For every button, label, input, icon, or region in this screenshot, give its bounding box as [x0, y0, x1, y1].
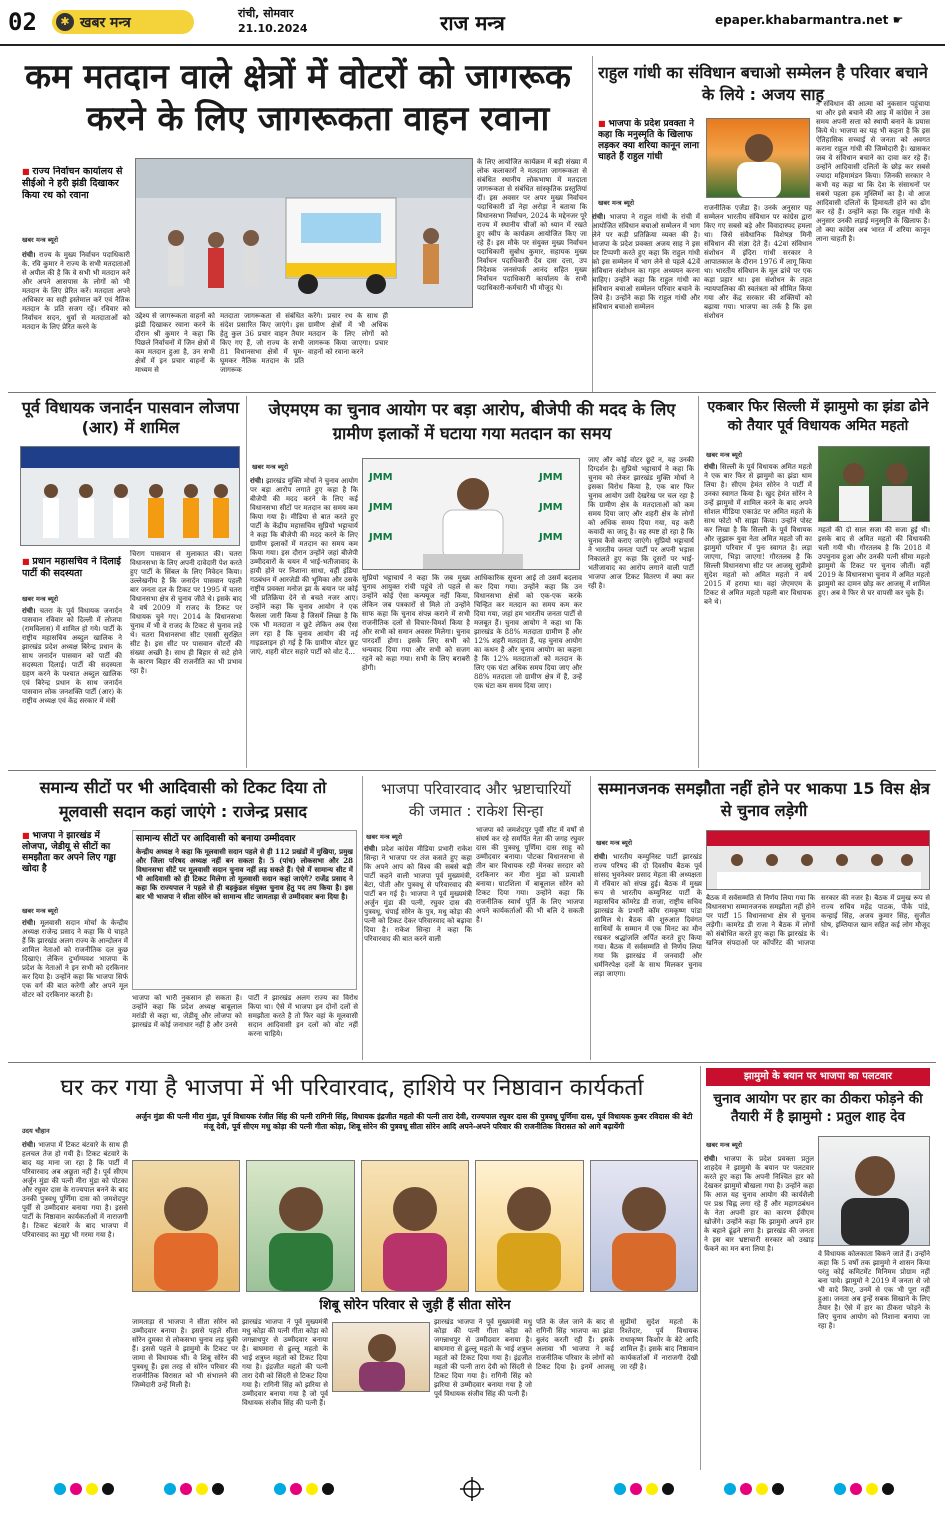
story1-text-col5: के लिए आयोजित कार्यक्रम में बड़ी संख्या में लोक कलाकारों ने मतदाता जागरूकता से संबंधित स्थानीय लोकभाषा में मतदाता जागरूकता से संबंधित सांस्कृतिक प्रस्तुतियां दीं। इस अवसर पर अपर मुख्य निर्वाचन पदाधिकारी डॉ नेहा अरोड़ा ने बताया कि विधानसभा निर्वाचन, 2024 के मद्देनजर पूरे राज्य में स्थानीय चीजों को ध्यान में रखते हुए स्वीप के कार्यक्रम आयोजित किए जा रहे हैं। इस मौके पर संयुक्त मुख्य निर्वाचन पदाधिकारी सुबोध कुमार, सहायक मुख्य निर्वाचन पदाधिकारी देव दास दत्ता, उप निदेशक जनसंपर्क आनंद सहित मुख्य निर्वाचन पदाधिकारी कार्यालय के सभी पदाधिकारी-कर्मचारी भी मौजूद थे।	[477, 158, 587, 292]
story6-headline: समान्य सीटों पर भी आदिवासी को टिकट दिया तो मूलवासी सदान कहां जाएंगे : राजेन्द्र प्रसाद	[39, 778, 327, 821]
story1-text-col3: मतदाता जागरूकता से संबंधित संदेश प्रसारित किए जाएंगे। इस हेतु कुल 36 प्रचार वाहन तैयार किए गए हैं, जो राज्य के सभी 81 विधानसभा क्षेत्रों में घूम-घूमकर नैतिक मतदान के प्रति जागरूक	[220, 312, 304, 374]
section-title: राज मन्त्र	[440, 11, 505, 35]
story10-pratul-shahdeo-photo	[818, 1136, 930, 1246]
story6-text-col1: रांची। मूलवासी सदान मोर्चा के केन्द्रीय अध्यक्ष राजेन्द्र प्रसाद ने कहा कि ये चाहते हैं कि झारखंड अलग राज्य के आन्दोलन में शामिल नेताओं को राजनीतिक दल कुछ दिखाएं। लेकिन दुर्भाग्यवश भाजपा के प्रदेश के नेताओं ने इन सभी को दरकिनार कर दिया है। उन्होंने कहा कि भाजपा सिर्फ एक वर्ग की बात करेगी और अपने मूल वोटर को दरकिनार करती है।	[22, 918, 128, 999]
column-divider	[362, 776, 363, 1060]
story5-text-col1: रांची। सिल्ली के पूर्व विधायक अमित महतो ने एक बार फिर से झामुमो का झंडा थाम लिया है। सीएम हेमंत सोरेन ने पार्टी में उनका स्वागत किया है। खुद हेमंत सोरेन ने उन्हें झामुमो में शामिल करने के बाद अपने सोशल मीडिया एकाउंट पर अमित महतो के साथ फोटो भी साझा किया। उन्होंने पोस्ट कर लिखा है कि सिल्ली के पूर्व विधायक और जुझारू युवा नेता अमित महतो जी का झामुमो परिवार में पुनः स्वागत है। लड़ा जाएगा, भिड़ा जाएगा! गौरतलब है कि सिल्ली विधानसभा सीट पर आजसू सुप्रीमो सुदेश महतो को अमित महतो ने वर्ष 2015 में हराया था। वहां जेएमएम के टिकट से अमित महतो पहली बार विधायक बने थे।	[704, 462, 812, 606]
color-registration-bar	[0, 1474, 945, 1504]
svg-text:JMM: JMM	[369, 472, 393, 483]
pointer-hand-icon: ☛	[892, 13, 904, 27]
column-divider	[590, 776, 591, 1060]
story1-byline: खबर मन्त्र ब्यूरो	[22, 236, 59, 244]
story9-sita-soren-photo	[332, 1322, 430, 1392]
section-divider	[8, 1062, 936, 1063]
svg-text:JMM: JMM	[369, 502, 393, 513]
section-divider	[8, 770, 936, 771]
story5-headline: एकबार फिर सिल्ली में झामुमो का झंडा ढोने को तैयार पूर्व विधायक अमित महतो	[707, 399, 929, 434]
brand-logo	[52, 10, 194, 34]
masthead-city-day: रांची, सोमवार	[238, 7, 294, 20]
story1-text-col1: रांची। राज्य के मुख्य निर्वाचन पदाधिकारी के. रवि कुमार ने राज्य के सभी मतदाताओं से अपील की है कि वे सभी भी मतदान करें और अपने आसपास के लोगों को भी मतदान के लिए प्रेरित करें। मतदाता अपने अधिकार का सही इस्तेमाल करें एवं नैतिक मतदान के प्रति सजग रहें। रविवार को निर्वाचन सदन, धुर्वा से मतदाताओं को मतदान के लिए प्रेरित करने के	[22, 250, 130, 331]
story3-byline: खबर मन्त्र ब्यूरो	[22, 595, 59, 603]
story2-byline: खबर मन्त्र ब्यूरो	[598, 199, 635, 207]
story9-text-col1: रांची। भाजपा में टिकट बंटवारे के साथ ही हलचल तेज हो गयी है। टिकट बंटवारे के बाद यह माना जा रहा है कि पार्टी में परिवारवाद अब अछूता नहीं है। पूर्व सीएम अर्जुन मुंडा की पत्नी मीरा मुंडा को पोटका और रघुवर दास के राज्यपाल बनने के बाद उनकी पुत्रवधू पूर्णिमा दास को जमशेदपुर पूर्वी से उम्मीदवार बनाया गया है। इससे पार्टी के निष्ठावान कार्यकर्ताओं में नाराजगी है। टिकट बंटवारे के बाद भाजपा में परिवारवाद का मुद्दा भी गरमा गया है।	[22, 1140, 128, 1239]
portrait-photo	[132, 1160, 240, 1292]
story9-text-col4: पति के जेल जाने के बाद से रागिनी सिंह भाजपा का झंडा बुलंद करती रही हैं। इसके अलावा भी भाजपा ने कई राजनीतिक परिवार के लोगों को टिकट दिया है। इनमें आजसू सुप्रीमो सुदेश महतो के रिश्तेदार, पूर्व विधायक राधाकृष्ण किशोर के बेटे आदि शामिल हैं। इसके बाद निष्ठावान कार्यकर्ताओं में नाराजगी देखी जा रही है।	[536, 1318, 698, 1371]
masthead-date: 21.10.2024	[238, 22, 308, 35]
story3-text-col1: रांची। चतरा के पूर्व विधायक जनार्दन पासवान रविवार को दिल्ली में लोजपा (रामविलास) में शामिल हो गये। पार्टी के राष्ट्रीय महासचिव अब्दुल खालिक ने झारखंड प्रदेश अध्यक्ष बिरेन्द्र प्रधान के साथ जनार्दन पासवान को पार्टी की सदस्यता दिलाई। पार्टी की सदस्यता ग्रहण करने के पश्चात अब्दुल खालिक एवं बिरेन्द्र प्रधान के साथ जनार्दन पासवान लोक जनशक्ति पार्टी (आर) के राष्ट्रीय अध्यक्ष एवं केंद्र सरकार में मंत्री	[22, 606, 122, 705]
portrait-illustration	[819, 446, 929, 522]
story4-text-col4: जाए और कोई वोटर छूटे न, यह उनकी दिग्दर्शन है। सुप्रियो भट्टाचार्य ने कहा कि चुनाव को लेकर झारखंड मुक्ति मोर्चा ने इसका विरोध किया है, एक बार फिर चुनाव आयोग उसी देखरेख पर चल रहा है कि ग्रामीण क्षेत्र के मतदाताओं को कम समय दिया जाए और शहरी क्षेत्र के लोगों को अधिक समय दिया गया, यह करी कवादी का जादू है। वह स्पष्ट हो रहा है कि चुनाव कैसे कराए जाएंगे। सुप्रियो भट्टाचार्य ने भारतीय जनता पार्टी पर अपनी भड़ास निकालते हुए कहा कि दूसरों पर भाई-भतीजावाद का आरोप लगाने वाली पार्टी भाजपा आज टिकट वितरण में क्या कर रही है।	[588, 456, 694, 590]
story9-text-col2: जामताड़ा से भाजपा ने सीता सोरेन को उम्मीदवार बनाया है। इससे पहले सीता सोरेन दुमका से लोकसभा चुनाव लड़ चुकी हैं। इससे पहले वे झामुमो के टिकट पर जामा से विधायक थीं। वे शिबू सोरेन की पुत्रवधू हैं। इस तरह से सोरेन परिवार की राजनीतिक विरासत को भी संभालने की जिम्मेदारी उन्हें मिली है।	[132, 1318, 238, 1389]
story6-inset-title: सामान्य सीटों पर आदिवासी को बनाया उम्मीदवार	[136, 834, 296, 844]
story5-amit-mahto-photo	[818, 446, 930, 522]
story1-awareness-vehicle-photo	[135, 158, 473, 308]
story6-text-col3: पार्टी ने झारखंड अलग राज्य का विरोध किया था। ऐसे में भाजपा इन दोनों दलों से समझौता करते है तो फिर वहां के मूलवासी सदान आदिवासी इन दलों को वोट नहीं करना चाहिये।	[248, 994, 358, 1038]
vehicle-photo-illustration	[136, 158, 472, 308]
svg-text:JMM: JMM	[539, 472, 563, 483]
story8-cpi-meeting-photo	[706, 830, 930, 890]
story2-headline: राहुल गांधी का संविधान बचाओ सम्मेलन है परिवार बचाने के लिये : अजय साह	[598, 63, 928, 104]
portrait-photo	[590, 1160, 698, 1292]
column-divider	[246, 396, 247, 768]
story9-photo-caption: अर्जुन मुंडा की पत्नी मीरा मुंडा, पूर्व विधायक रंजीत सिंह की पत्नी रागिनी सिंह, विधायक इंद्रजीत महतो की पत्नी तारा देवी, राज्यपाल रघुवर दास की पुत्रवधू पूर्णिमा दास, पूर्व विधायक कुबर रविदास की बेटी मंजू देवी, पूर्व सीएम मधु कोड़ा की पत्नी गीता कोड़ा, शिबू सोरेन की पुत्रवधू सीता सोरेन आदि अपने-अपने परिवार की राजनीतिक विरासत को आगे बढ़ायेंगी	[135, 1112, 693, 1131]
portrait-photo	[246, 1160, 354, 1292]
story5-byline: खबर मन्त्र ब्यूरो	[706, 451, 743, 459]
meeting-illustration	[707, 830, 929, 890]
story6-inset-text: केन्द्रीय अध्यक्ष ने कहा कि मूलवासी सदान पहले से ही 112 प्रखंडों में मुखिया, प्रमुख और जिला परिषद अध्यक्ष नहीं बन सकता है। 5 (पांच) लोकसभा और 28 विधानसभा सीटें पर मूलवासी सदान चुनाव नहीं लड़ सकते हैं। ऐसे में सामान्य सीट में भी आदिवासी को ही टिकट मिलेगा तो मूलवासी सदान कहां जाएंगे? राजेंद्र प्रसाद ने कहा कि राज्यपाल ने पहले से ही बड़कुंडल संयुक्त चुनाव हेतु पद तय किया है। इस बार भी भाजपा ने सीता सोरेन को सामान्य सीट जामताड़ा से उम्मीदवार बना दिया है।	[136, 847, 353, 901]
story5-text-col2: महतो की दो साल सजा की सजा हुई थी। इसके बाद से अमित महतो की विधायकी चली गयी थी। गौरतलब है कि 2018 में उपचुनाव हुआ और उनकी पत्नी सीमा महतो झामुमो के टिकट पर चुनाव जीतीं। वहीं 2019 के विधानसभा चुनाव में अमित महतो झामुमो का दामन छोड़ कर आजसू में शामिल हुए। अब वे फिर से घर वापसी कर चुके हैं।	[818, 526, 930, 597]
press-conference-illustration	[363, 458, 579, 570]
story10-text-col2: वे विधायक कोलकाता बिकने जाते हैं। उन्होंने कहा कि 5 वर्षों तक झामुमो ने शासन किया परंतु कोई कमिटमेंट मिनिमम प्रोग्राम नहीं बना पाये। झामुमो ने 2019 में जनता से जो भी वादे किए, उनमें से एक भी पूरा नहीं हुआ। जनता अब इन्हें सबक सिखाने के लिए तैयार है। ऐसे में हार का ठीकरा फोड़ने के लिए चुनाव आयोग को निशाना बनाया जा रहा है।	[818, 1250, 930, 1330]
story4-jmm-press-photo	[362, 458, 580, 570]
story7-headline: भाजपा परिवारवाद और भ्रष्टाचारियों की जमात : राकेश सिन्हा	[380, 780, 572, 820]
story9-byline: उदय चौहान	[22, 1127, 50, 1135]
section-divider	[8, 392, 936, 393]
story7-byline: खबर मन्त्र ब्यूरो	[366, 833, 403, 841]
story10-text-col1: रांची। भाजपा के प्रदेश प्रवक्ता प्रतुल शाहदेव ने झामुमो के बयान पर पलटवार करते हुए कहा कि अपनी निश्चित हार को देखकर झामुमो बौखला गया है। उन्होंने कहा कि आज यह चुनाव आयोग की कार्यशैली पर प्रश्न चिह्न लगा रहे हैं और महागठबंधन के नेता अपनी हार का कारण ईवीएम खोजेंगे। उन्होंने कहा कि झामुमो अपने हार के बहाने ढूंढ़ने लगा है। झारखंड की जनता ने इस बार भ्रष्टाचारी सरकार को उखाड़ फेंकने का मन बना लिया है।	[704, 1154, 814, 1253]
story1-subheadline: ■ राज्य निर्वाचन कार्यालय से सीईओ ने हरी झंडी दिखाकर किया रथ को रवाना	[22, 166, 130, 228]
portrait-photo	[361, 1160, 469, 1292]
story9-subhead: शिबू सोरेन परिवार से जुड़ी हैं सीता सोरेन	[319, 1298, 511, 1313]
story7-text-col2: भाजपा को जमशेदपुर पूर्वी सीट में वर्षों से संघर्ष कर रहे समर्पित नेता की जगह रघुवर दास की पुत्रवधू पूर्णिमा दास साहू को उम्मीदवार बनाया। पोटका विधानसभा से तीन बार विधायक रही मेनका सरदार को दरकिनार कर मीरा मुंडा को प्रत्याशी बनाया। घाटशिला में बाबूलाल सोरेन को टिकट दिया गया। उन्होंने कहा कि राजनीतिक स्वार्थ पूर्ति के लिए भाजपा अपने कार्यकर्ताओं की भी बलि दे सकती है।	[476, 826, 584, 924]
story4-text-col2: सुप्रियो भट्टाचार्य ने कहा कि जब मुख्य चुनाव आयुक्त रांची पहुंचे तो पहले से उन्होंने कोई ऐसा कन्फ्यूज नहीं किया, लेकिन जब पत्रकारों से मिले तो उन्होंने साफ कहा कि चुनाव संपन्न कराने में सभी राजनीतिक दलों से विचार-विमर्श किया है और सभी को समान अवसर मिलेगा। चुनाव पारदर्शी होगा। इसके लिए सभी को धन्यवाद दिया गया और सभी को सजग रहने को कहा गया। सभी के लिए बराबरी होगी।	[362, 574, 470, 672]
story6-inset-box	[132, 830, 357, 990]
portrait-photo	[475, 1160, 583, 1292]
story6-text-col2: भाजपा को भारी नुकसान हो सकता है। उन्होंने कहा कि प्रदेश अध्यक्ष बाबूलाल मरांडी से कहा था, जेडीयू और लोजपा को झारखंड में कोई जनाधार नहीं है और उनसे	[132, 994, 242, 1029]
story4-text-col3: आधिकारिक सूचना आई तो उसमें बदलाव कर दिया गया। उन्होंने कहा कि उन विधानसभा क्षेत्रों को एक-एक करके चिन्हित कर मतदान का समय कम कर दिया गया, जहां हम भारतीय जनता पार्टी से मजबूत हैं। चुनाव आयोग ने कहा था कि झारखंड के 88% मतदाता ग्रामीण हैं और 12% शहरी मतदाता हैं, यह चुनाव आयोग का कथन है और चुनाव आयोग का कहना है कि 12% मतदाताओं को मतदान के लिए एक घंटा अधिक समय दिया जाए और 88% मतदाता जो ग्रामीण क्षेत्र में हैं, उन्हें एक घंटा कम समय दिया जाए।	[474, 574, 582, 690]
story1-text-col2: उद्देश्य से जागरूकता वाहनों को झंडी दिखाकर रवाना करने के दौरान श्री कुमार ने कहा कि पिछले निर्वाचनों में जिन क्षेत्रों में कम मतदान हुआ है, उन सभी क्षेत्रों में इन प्रचार वाहनों के माध्यम से	[135, 312, 215, 374]
svg-text:JMM: JMM	[539, 532, 563, 543]
story7-text-col1: रांची। प्रदेश कांग्रेस मीडिया प्रभारी राकेश सिन्हा ने भाजपा पर तंज कसते हुए कहा कि अपने आप को विश्व की सबसे बड़ी पार्टी कहने वाली भाजपा पूर्व मुख्यमंत्री, बेटा, पोती और पुत्रवधू से परिवारवाद की पार्टी बन गई है। भाजपा ने पूर्व मुख्यमंत्री अर्जुन मुंडा की पत्नी, रघुवर दास की पुत्रवधू, चंपाई सोरेन के पुत्र, मधु कोड़ा की पत्नी को टिकट देकर परिवारवाद को बढ़ावा दिया है। राकेश सिन्हा ने कहा कि परिवारवाद की बात करने वाली	[364, 844, 472, 943]
story8-text-col2: बैठक में सर्वसम्मति से निर्णय लिया गया कि विधानसभा सम्मानजनक समझौता नहीं होने पर पार्टी 15 विधानसभा क्षेत्र से चुनाव लड़ेगी। कामरेड डी राजा ने बैठक में लोगों को संबोधित करते हुए कहा कि झारखंड के खनिज संपदाओं पर कॉर्पोरेट की भाजपा सरकार की नजर है। बैठक में प्रमुख रूप से राज्य सचिव महेंद्र पाठक, पीके पांडे, कन्हाई सिंह, अजय कुमार सिंह, सुजीत घोष, इम्तियाज खान सहित कई लोग मौजूद थे।	[706, 894, 930, 947]
svg-text:JMM: JMM	[539, 502, 563, 513]
story2-text-col2: राजनीतिक एजेंडा है। उनके अनुसार यह सम्मेलन भारतीय संविधान पर कांग्रेस द्वारा किए गए सबसे बड़े और विवादास्पद हमला था। जिसे संवैधानिक विशेषज्ञ मिनी संविधान की संज्ञा देते हैं। 42वां संविधान संशोधन में इंदिरा गांधी सरकार ने आपातकाल के दौरान 1976 में लागू किया था। भारतीय संविधान के मूल ढांचे पर एक कड़ा प्रहार था। इस संशोधन के तहत न्यायपालिका की स्वतंत्रता को सीमित किया गया और केंद्र सरकार की शक्तियों को बढ़ाया गया। भाजपा का तर्क है कि इस संशोधन	[704, 204, 812, 320]
story2-text-col3: ने संविधान की आत्मा को नुकसान पहुंचाया था और इसे बचाने की आड़ में कांग्रेस ने उस समय अपनी सत्ता को स्थायी बनाने के प्रयास किये थे। भाजपा का यह भी कहना है कि इस ऐतिहासिक सच्चाई से जनता को अवगत कराना राहुल गांधी की जिम्मेदारी है। खासकर जब वे संविधान बचाने का दावा कर रहे हैं। उन्होंने आदिवासी दलितों के छोड़ कर सबसे ज्यादा महिमामंडन किया। जिनकी सरकार ने कभी यह कहा था कि देश के संसाधनों पर सबसे पहला हक मुस्लिमों का है। वो आज आदिवासी दलितों के हिमायती होने का ढोंग कर रहे हैं। उन्होंने कहा कि राहुल गांधी के अनुसार उनकी लड़ाई मनुस्मृति के खिलाफ है। तो क्या कांग्रेस अब भारत में शरिया कानून लाना चाहती है।	[816, 100, 930, 243]
masthead	[0, 0, 945, 46]
group-photo-illustration	[21, 446, 239, 546]
column-divider	[700, 1066, 701, 1470]
portrait-illustration	[707, 118, 809, 198]
story1-text-col4: करेंगे। प्रचार रथ के साथ ही ग्रामीण क्षेत्रों में भी अधिक मतदान के लिए लोगों को जागरूक किया जाएगा। प्रचार वाहनों को रवाना करने	[308, 312, 388, 356]
story6-byline: खबर मन्त्र ब्यूरो	[22, 907, 59, 915]
story8-byline: खबर मन्त्र ब्यूरो	[596, 839, 633, 847]
story8-headline: सम्मानजनक समझौता नहीं होने पर भाकपा 15 विस क्षेत्र से चुनाव लड़ेगी	[598, 779, 930, 820]
khabar-mantra-logo-icon: ✱	[56, 13, 74, 31]
story3-text-col2: चिराग पासवान से मुलाकात की। चतरा विधानसभा के लिए अपनी दावेदारी पेश करते हुए पार्टी के सिंबल के लिए निवेदन किया। उल्लेखनीय है कि जनार्दन पासवान पहली बार जनता दल के टिकट पर 1995 में चतरा विधानसभा क्षेत्र से चुनाव जीते थे। इसके बाद वे वर्ष 2009 में राजद के टिकट पर विधायक चुने गए। 2014 के विधानसभा चुनाव में भी वे राजद के टिकट से चुनाव लड़े थे। चतरा विधानसभा सीट एससी सुरक्षित सीट है। इस सीट पर पासवान वोटरों की संख्या अच्छी है। साथ ही बिहार से सटे होने के कारण बिहार की राजनीति का भी प्रभाव रहा है।	[130, 550, 242, 675]
registration-marks	[0, 1474, 945, 1504]
story2-ajay-sah-photo	[706, 118, 810, 198]
registration-crosshair-icon	[460, 1477, 484, 1501]
story4-text-col1: रांची। झारखंड मुक्ति मोर्चा ने चुनाव आयोग पर बड़ा आरोप लगाते हुए कहा है कि बीजेपी की मदद करने के लिए कई विधानसभा सीटों पर मतदान का समय कम किया गया है। मीडिया से बात करते हुए पार्टी के केंद्रीय महासचिव सुप्रियो भट्टाचार्य ने कहा कि बीजेपी की मदद करने के लिए ग्रामीण इलाकों में मतदान का समय कम किया गया। इस दौरान उन्होंने जहां बीजेपी उम्मीदवारों के चयन में भाई-भतीजावाद के हावी होने पर निशाना साधा, वहीं इंडिया गठबंधन में आरजेडी की भूमिका और उसके राष्ट्रीय प्रवक्ता मनोज झा के बयान पर कोई भी प्रतिक्रिया देने से बचते नजर आए। उन्होंने कहा कि चुनाव आयोग ने एक फैसला जारी किया है जिसमें लिखा है कि एक भी मतदाता न छूटे लेकिन अब ऐसा लग रहा है कि चुनाव आयोग की नई गाइडलाइन हो गई है कि ग्रामीण वोटर छूट जाएं, शहरी वोटर सहारे पार्टी को वोट दें...	[250, 476, 358, 656]
story3-subheadline: ■ प्रधान महासचिव ने दिलाई पार्टी की सदस्यता	[22, 556, 122, 592]
story10-banner: झामुमो के बयान पर भाजपा का पलटवार	[706, 1068, 930, 1086]
column-divider	[698, 396, 699, 768]
story4-byline: खबर मन्त्र ब्यूरो	[252, 463, 289, 471]
story3-headline: पूर्व विधायक जनार्दन पासवान लोजपा (आर) में शामिल	[21, 398, 240, 437]
story10-byline: खबर मन्त्र ब्यूरो	[706, 1141, 743, 1149]
epaper-url[interactable]: epaper.khabarmantra.net ☛	[715, 13, 904, 27]
story9-text-col3: झारखंड भाजपा ने पूर्व मुख्यमंत्री मधु कोड़ा की पत्नी गीता कोड़ा को जगन्नाथपुर से उम्मीदवार बनाया है। बाघमारा से ढुल्लू महतो के भाई शत्रुघ्न महतो को टिकट दिया गया है। इंद्रजीत महतो की पत्नी तारा देवी को सिंदरी से टिकट दिया गया है। रागिनी सिंह को झरिया से उम्मीदवार बनाया गया है जो पूर्व विधायक संजीव सिंह की पत्नी हैं।	[242, 1318, 328, 1407]
story9-headline: घर कर गया है भाजपा में भी परिवारवाद, हाशिये पर निष्ठावान कार्यकर्ता	[60, 1075, 644, 1101]
brand-name: खबर मन्त्र	[80, 14, 131, 31]
story3-joining-photo	[20, 446, 240, 546]
story4-headline: जेएमएम का चुनाव आयोग पर बड़ा आरोप, बीजेपी की मदद के लिए ग्रामीण इलाकों में घटाया गया मतदान का समय	[268, 400, 676, 443]
story6-subheadline: ■ भाजपा ने झारखंड में लोजपा, जेडीयू से सीटों का समझौता कर अपने लिए गड्ढा खोदा है	[22, 830, 128, 890]
story9-portrait-row	[132, 1160, 698, 1292]
svg-text:JMM: JMM	[369, 532, 393, 543]
story1-headline: कम मतदान वाले क्षेत्रों में वोटरों को जागरूक करने के लिए जागरूकता वाहन रवाना	[25, 57, 571, 139]
story9-text-col3b: झारखंड भाजपा ने पूर्व मुख्यमंत्री मधु कोड़ा की पत्नी गीता कोड़ा को जगन्नाथपुर से उम्मीदवार बनाया है। बाघमारा से ढुल्लू महतो के भाई शत्रुघ्न महतो को टिकट दिया गया है। इंद्रजीत महतो की पत्नी तारा देवी को सिंदरी से टिकट दिया गया है। रागिनी सिंह को झरिया से उम्मीदवार बनाया गया है जो पूर्व विधायक संजीव सिंह की पत्नी हैं।	[434, 1318, 532, 1398]
story2-subheadline: ■ भाजपा के प्रदेश प्रवक्ता ने कहा कि मनुस्मृति के खिलाफ लड़कर क्या शरिया कानून लाना चाहते हैं राहुल गांधी	[598, 118, 700, 188]
story8-text-col1: रांची। भारतीय कम्युनिस्ट पार्टी झारखंड राज्य परिषद की दो दिवसीय बैठक पूर्व सांसद भुवनेश्वर प्रसाद मेहता की अध्यक्षता में रविवार को संपन्न हुई। बैठक में मुख्य रूप से भारतीय कम्युनिस्ट पार्टी के महासचिव कॉमरेड डी राजा, राष्ट्रीय सचिव झारखंड के प्रभारी कॉम रामकृष्ण पांडा शामिल थे। बैठक की शुरुआत दिवंगत साथियों के सम्मान में एक मिनट का मौन रखकर श्रद्धांजलि अर्पित करते हुए किया गया। बैठक में सर्वसम्मति से निर्णय लिया गया कि झारखंड में जनवादी और धर्मनिरपेक्ष दलों के साथ मिलकर चुनाव लड़ा जाएगा।	[594, 852, 702, 978]
story10-headline: चुनाव आयोग पर हार का ठीकरा फोड़ने की तैयारी में है झामुमो : प्रतुल शाह देव	[713, 1091, 923, 1125]
story2-text-col1: रांची। भाजपा ने राहुल गांधी के रांची में आयोजित संविधान बचाओ सम्मेलन में भाग लेने पर कड़ी प्रतिक्रिया व्यक्त की है। भाजपा के प्रदेश प्रवक्ता अजय साह ने इस पर टिप्पणी करते हुए कहा कि राहुल गांधी को इस सम्मेलन में भाग लेने से पहले 42वें संविधान संशोधन का गहन अध्ययन करना चाहिए। उन्होंने कहा कि राहुल गांधी का संविधान बचाओ सम्मेलन परिवार बचाने के लिये है। उन्होंने कहा कि राहुल गांधी और संविधान बचाओ सम्मेलन	[592, 212, 700, 311]
page-number: 02	[8, 8, 37, 36]
